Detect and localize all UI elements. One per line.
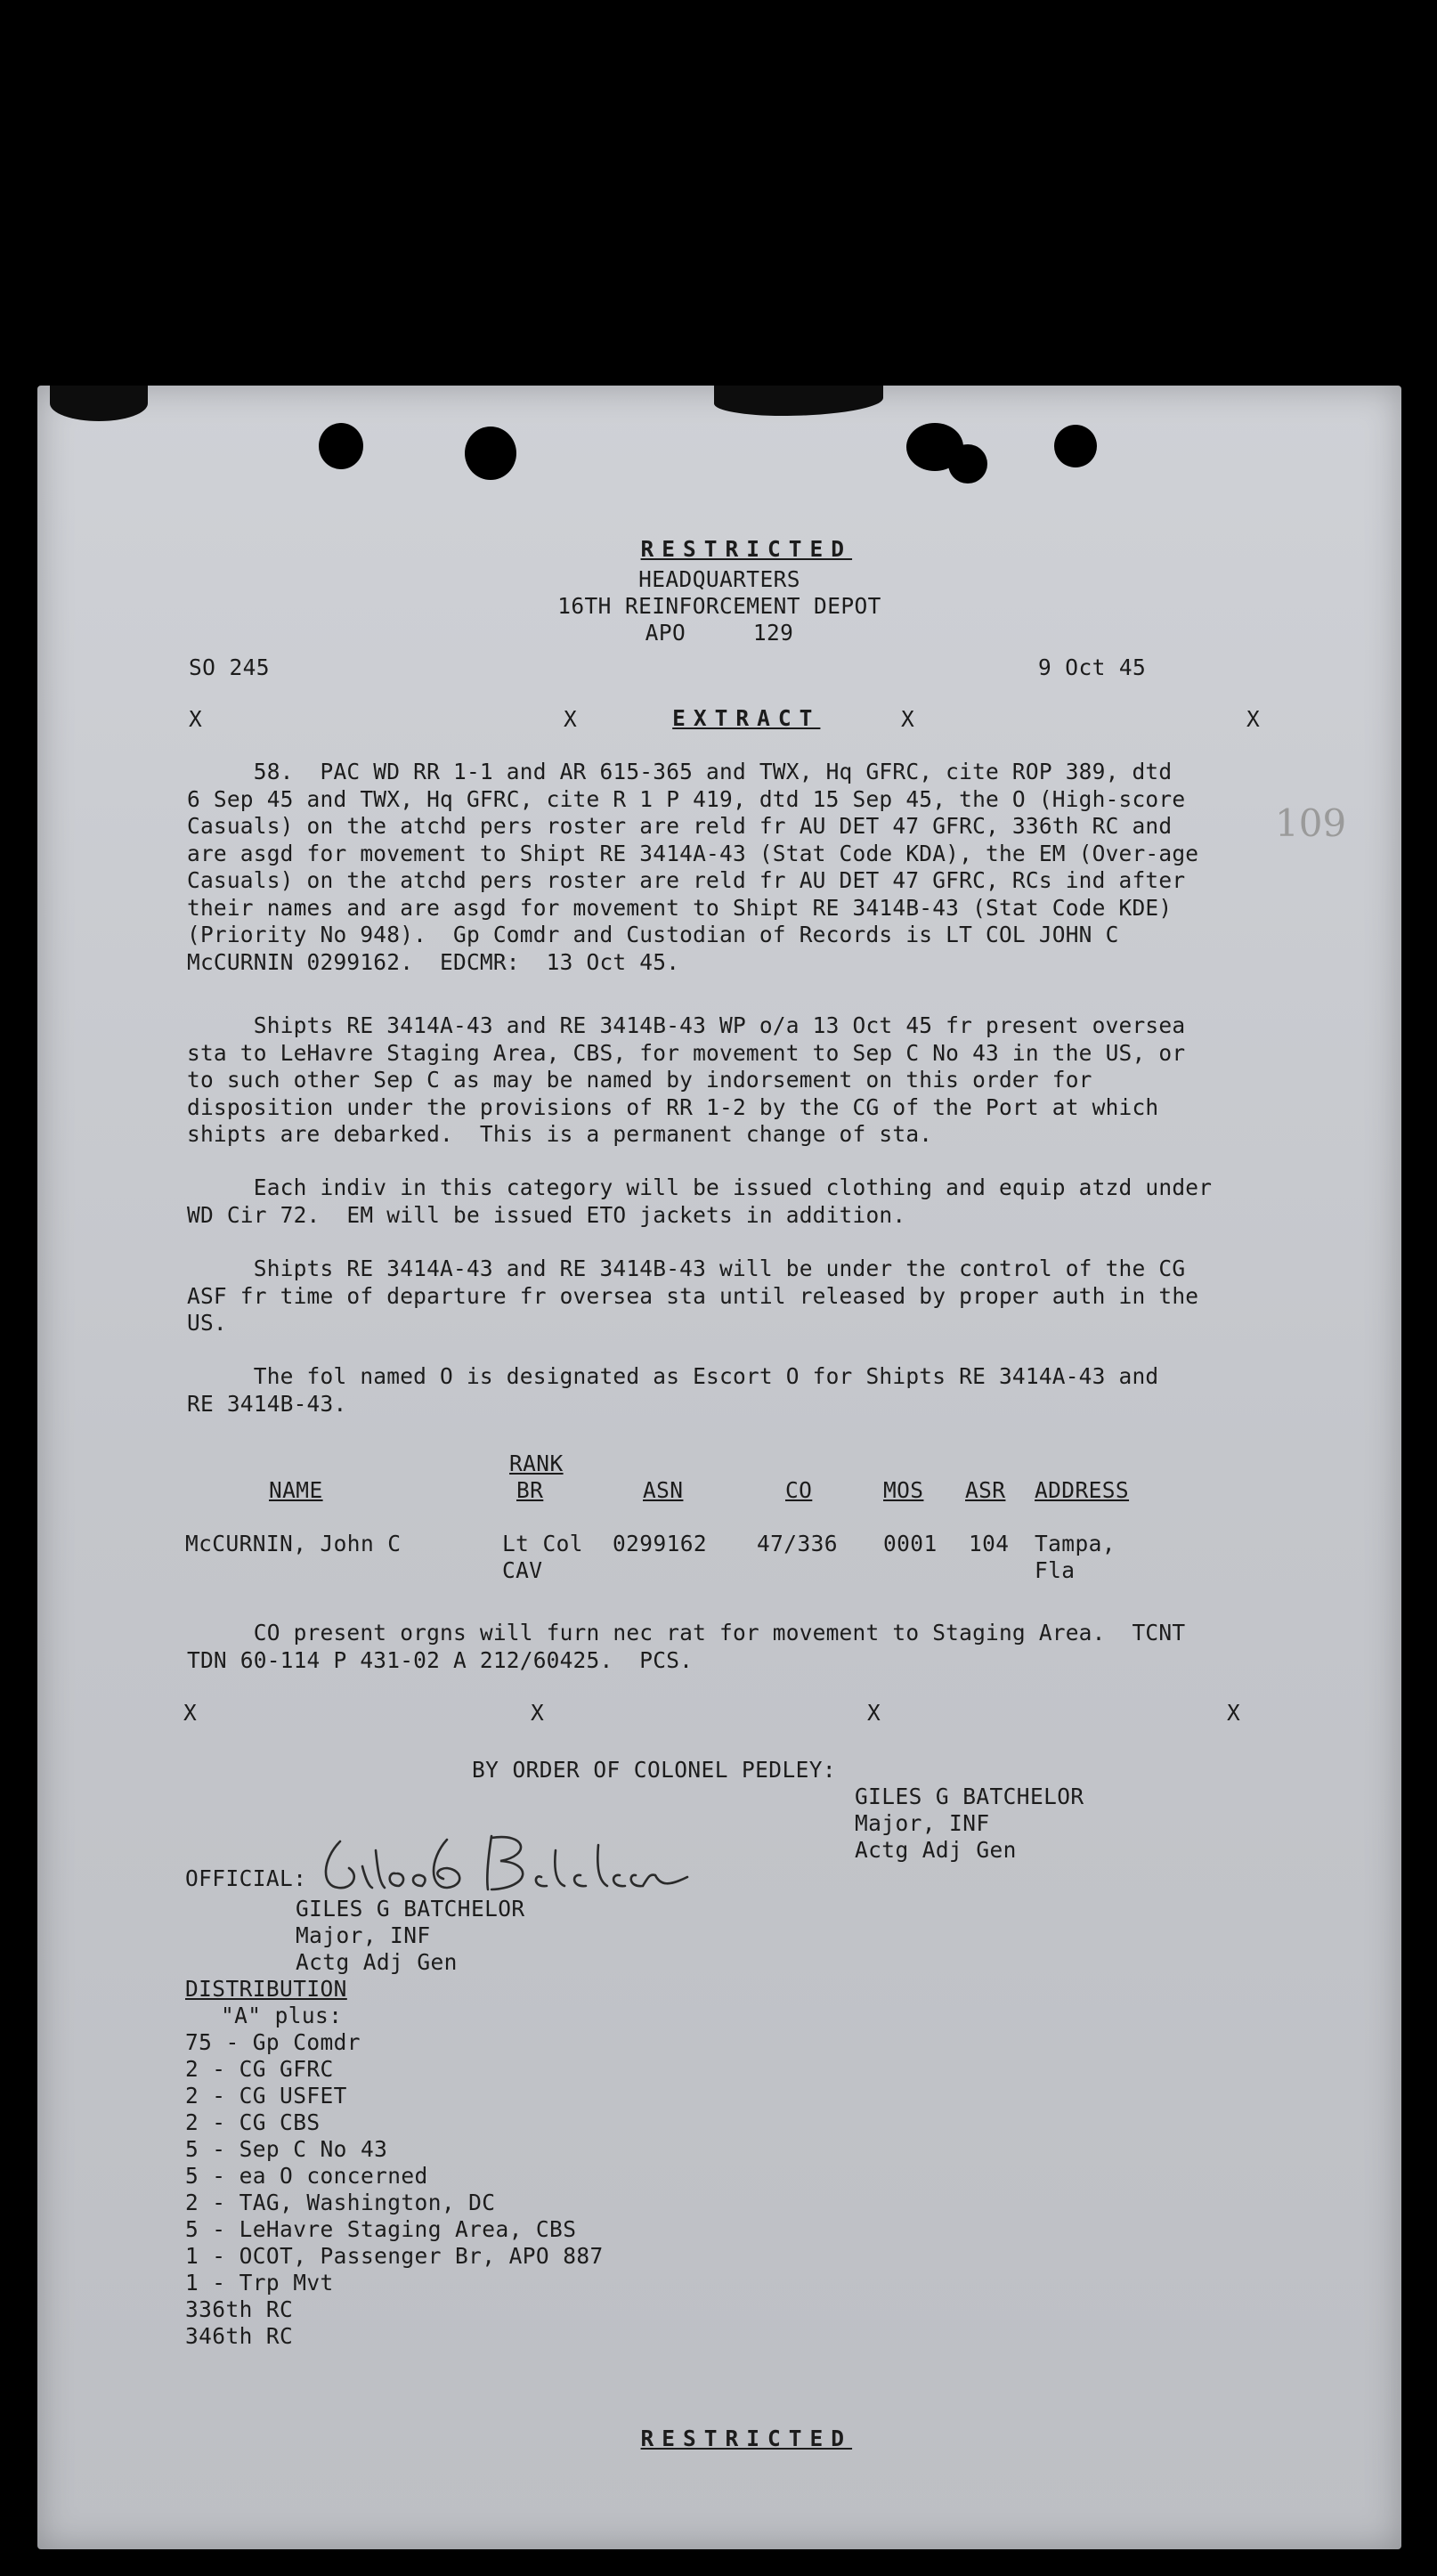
hq-line-1: HEADQUARTERS bbox=[638, 566, 800, 592]
official-name: GILES G BATCHELOR bbox=[296, 1896, 525, 1922]
paragraph-control: Shipts RE 3414A-43 and RE 3414B-43 will be under the control of the CG ASF fr time of departure fr oversea sta until released by proper auth in the US. bbox=[187, 1255, 1199, 1336]
punch-hole bbox=[319, 423, 363, 469]
roster-header-co: CO bbox=[785, 1477, 813, 1503]
roster-rank: Lt Col bbox=[502, 1531, 583, 1556]
separator-x: X bbox=[564, 706, 578, 732]
handwritten-signature bbox=[313, 1824, 723, 1904]
extract-title: EXTRACT bbox=[672, 705, 821, 731]
distribution-item: 5 - Sep C No 43 bbox=[185, 2136, 388, 2162]
classification-top: RESTRICTED bbox=[640, 536, 853, 562]
punch-hole bbox=[1054, 425, 1097, 467]
torn-edge bbox=[50, 386, 148, 421]
official-rank: Major, INF bbox=[296, 1922, 431, 1948]
distribution-item: 75 - Gp Comdr bbox=[185, 2029, 361, 2055]
official-label: OFFICIAL: bbox=[185, 1865, 307, 1891]
signer-name: GILES G BATCHELOR bbox=[855, 1784, 1084, 1809]
paragraph-rations: CO present orgns will furn nec rat for movement to Staging Area. TCNT TDN 60-114 P 431-02 A 212/60425. PCS. bbox=[187, 1620, 1186, 1673]
roster-co: 47/336 bbox=[757, 1531, 838, 1556]
distribution-title: DISTRIBUTION bbox=[185, 1976, 347, 2002]
roster-asr: 104 bbox=[969, 1531, 1010, 1556]
distribution-item: 336th RC bbox=[185, 2296, 294, 2322]
separator-x: X bbox=[901, 706, 915, 732]
separator-x: X bbox=[1227, 1700, 1241, 1726]
roster-header-rank: RANK bbox=[509, 1451, 564, 1476]
distribution-item: 2 - CG GFRC bbox=[185, 2056, 334, 2082]
roster-address-line-2: Fla bbox=[1035, 1557, 1076, 1583]
roster-mos: 0001 bbox=[883, 1531, 938, 1556]
roster-header-mos: MOS bbox=[883, 1477, 924, 1503]
roster-header-branch: BR bbox=[516, 1477, 544, 1503]
paragraph-shipments: Shipts RE 3414A-43 and RE 3414B-43 WP o/a 13 Oct 45 fr present oversea sta to LeHavre Staging Area, CBS, for movement to Sep C No 43 in the US, or to such other Sep C as may be named by indorsement on this order for disposition under the provisions of RR 1-2 by the CG of the Port at which shipts are debarked. This is a permanent change of sta. bbox=[187, 1012, 1186, 1147]
punch-hole bbox=[465, 427, 516, 480]
separator-x: X bbox=[531, 1700, 545, 1726]
page-stamp-number: 109 bbox=[1275, 801, 1347, 845]
distribution-item: 2 - TAG, Washington, DC bbox=[185, 2190, 496, 2215]
order-date: 9 Oct 45 bbox=[1038, 654, 1147, 680]
distribution-item: 2 - CG USFET bbox=[185, 2083, 347, 2109]
document-page bbox=[37, 386, 1401, 2549]
distribution-item: 1 - OCOT, Passenger Br, APO 887 bbox=[185, 2243, 604, 2269]
official-title: Actg Adj Gen bbox=[296, 1949, 458, 1975]
punch-hole bbox=[948, 444, 987, 484]
roster-address-line-1: Tampa, bbox=[1035, 1531, 1116, 1556]
signer-rank: Major, INF bbox=[855, 1810, 990, 1836]
separator-x: X bbox=[1246, 706, 1261, 732]
roster-asn: 0299162 bbox=[613, 1531, 708, 1556]
separator-x: X bbox=[189, 706, 203, 732]
separator-x: X bbox=[867, 1700, 881, 1726]
roster-header-name: NAME bbox=[269, 1477, 323, 1503]
order-number: SO 245 bbox=[189, 654, 270, 680]
separator-x: X bbox=[183, 1700, 198, 1726]
distribution-item: 346th RC bbox=[185, 2323, 294, 2349]
distribution-item: 1 - Trp Mvt bbox=[185, 2270, 334, 2296]
roster-branch: CAV bbox=[502, 1557, 543, 1583]
classification-bottom: RESTRICTED bbox=[640, 2426, 853, 2451]
signer-title: Actg Adj Gen bbox=[855, 1837, 1017, 1863]
by-order-line: BY ORDER OF COLONEL PEDLEY: bbox=[472, 1757, 837, 1783]
distribution-item: "A" plus: bbox=[221, 2003, 343, 2028]
roster-header-asn: ASN bbox=[643, 1477, 684, 1503]
hq-line-3: APO 129 bbox=[645, 620, 794, 646]
hq-line-2: 16TH REINFORCEMENT DEPOT bbox=[557, 593, 881, 619]
roster-header-address: ADDRESS bbox=[1035, 1477, 1130, 1503]
roster-name: McCURNIN, John C bbox=[185, 1531, 402, 1556]
distribution-item: 5 - ea O concerned bbox=[185, 2163, 428, 2189]
distribution-item: 5 - LeHavre Staging Area, CBS bbox=[185, 2216, 577, 2242]
distribution-item: 2 - CG CBS bbox=[185, 2109, 321, 2135]
paragraph-escort: The fol named O is designated as Escort O for Shipts RE 3414A-43 and RE 3414B-43. bbox=[187, 1363, 1159, 1417]
torn-edge bbox=[714, 386, 883, 416]
paragraph-58: 58. PAC WD RR 1-1 and AR 615-365 and TWX, Hq GFRC, cite ROP 389, dtd 6 Sep 45 and TWX, Hq GFRC, cite R 1 P 419, dtd 15 Sep 45, the O (High-score Casuals) on the atchd pers roster are reld fr AU DET 47 GFRC, 336th RC and are asgd for movement to Shipt RE 3414A-43 (Stat Code KDA), the EM (Over-age Casuals) on the atchd pers roster are reld fr AU DET 47 GFRC, RCs ind after their names and are asgd for movement to Shipt RE 3414B-43 (Stat Code KDE) (Priority No 948). Gp Comdr and Custodian of Records is LT COL JOHN C McCURNIN 0299162. EDCMR: 13 Oct 45. bbox=[187, 759, 1199, 975]
paragraph-equipment: Each indiv in this category will be issued clothing and equip atzd under WD Cir 72. EM will be issued ETO jackets in addition. bbox=[187, 1174, 1213, 1228]
roster-header-asr: ASR bbox=[965, 1477, 1006, 1503]
